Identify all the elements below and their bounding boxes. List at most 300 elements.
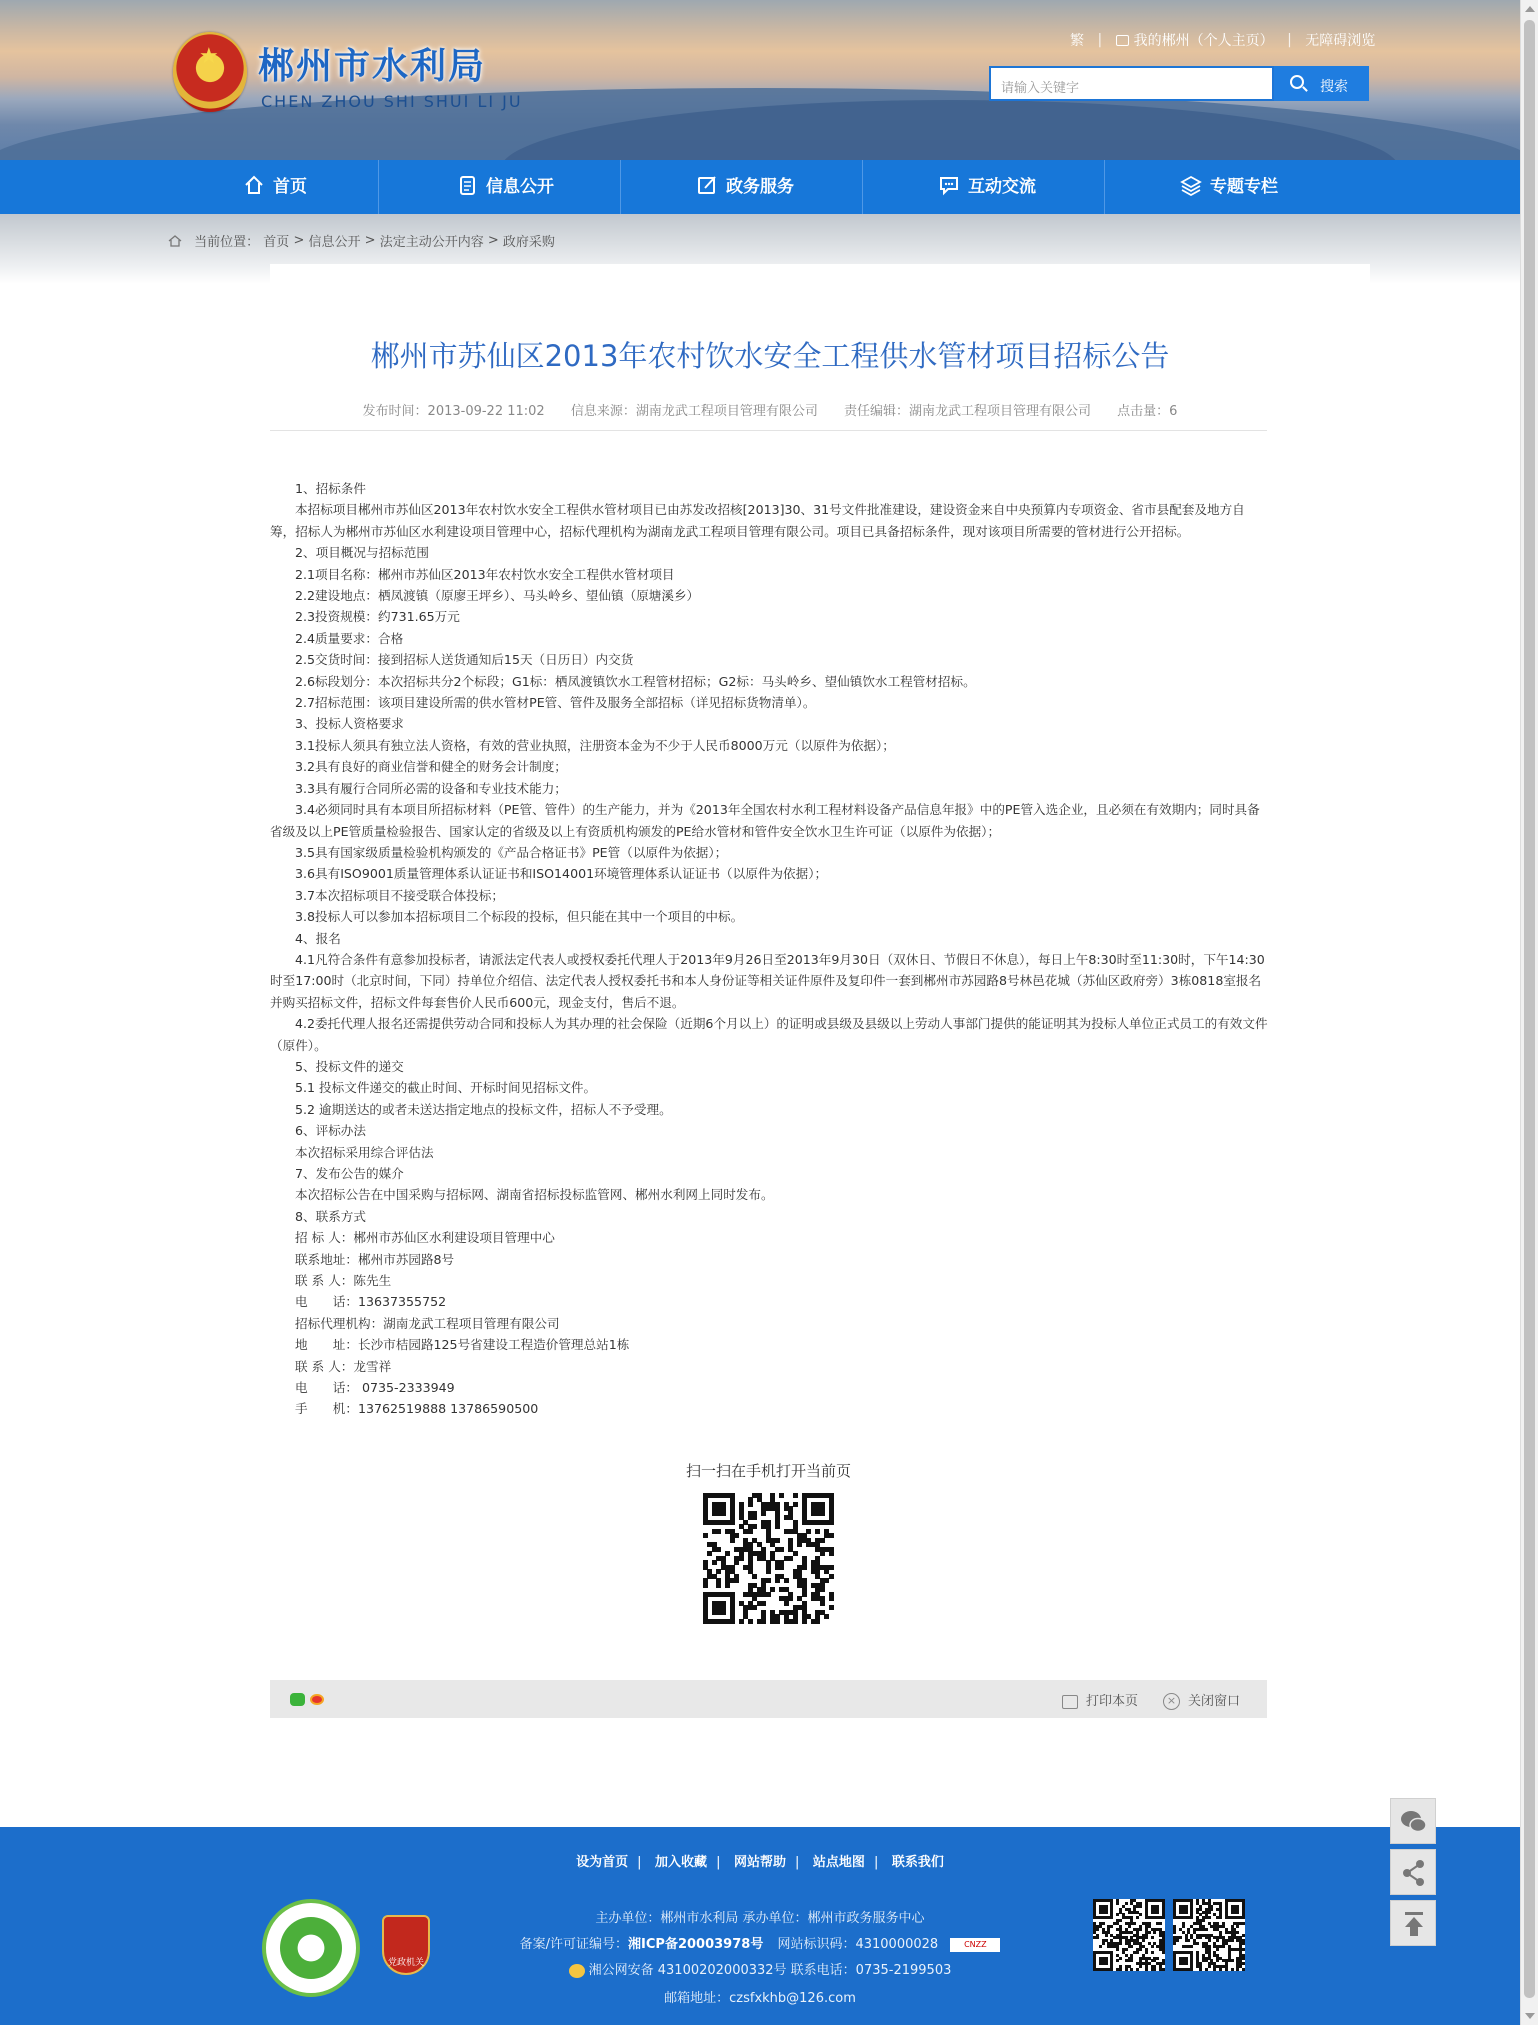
nav-label: 专题专栏 bbox=[1210, 177, 1278, 197]
breadcrumb-item[interactable]: 法定主动公开内容 bbox=[379, 235, 484, 250]
qr-module bbox=[815, 1529, 820, 1534]
qr-module bbox=[1156, 1957, 1159, 1960]
separator: | bbox=[795, 1855, 800, 1870]
footer-icp bbox=[0, 1933, 1520, 1952]
qr-module bbox=[820, 1511, 825, 1516]
article-paragraph: 4.2委托代理人报名还需提供劳动合同和投标人为其办理的社会保险（近期6个月以上）的证明或县级及县级以上劳动人事部门提供的能证明其为投标人单位正式员工的有效文件（原件）。 bbox=[270, 1016, 1268, 1053]
qr-module bbox=[1133, 1922, 1136, 1925]
qr-module bbox=[1125, 1902, 1128, 1905]
article-paragraph: 3.2具有良好的商业信誉和健全的财务会计制度； bbox=[295, 759, 567, 775]
qr-module bbox=[1205, 1928, 1208, 1931]
qr-module bbox=[734, 1533, 739, 1538]
nav-item-special[interactable] bbox=[1114, 160, 1344, 214]
qr-module bbox=[1136, 1951, 1139, 1954]
article-paragraph: 3.3具有履行合同所必需的设备和专业技术能力； bbox=[295, 780, 567, 796]
document-icon bbox=[456, 174, 478, 196]
accessible-browse-link[interactable]: 无障碍浏览 bbox=[1305, 33, 1376, 49]
qr-module bbox=[707, 1551, 712, 1556]
qr-module bbox=[734, 1578, 739, 1583]
qr-module bbox=[752, 1605, 757, 1610]
footer-qr-code bbox=[1173, 1899, 1245, 1971]
search-button-label: 搜索 bbox=[1320, 79, 1348, 95]
monitor-icon bbox=[1116, 35, 1129, 46]
qr-module bbox=[1119, 1942, 1122, 1945]
site-title[interactable]: 郴州市水利局 bbox=[258, 46, 487, 87]
qr-module bbox=[1130, 1968, 1133, 1971]
qr-module bbox=[1110, 1916, 1113, 1919]
article-paragraph: 手 机：13762519888 13786590500 bbox=[295, 1401, 539, 1417]
qr-module bbox=[1236, 1925, 1239, 1928]
footer-link-sitemap[interactable]: 站点地图 bbox=[812, 1855, 865, 1870]
qr-module bbox=[1139, 1965, 1142, 1968]
publish-time: 发布时间：2013-09-22 11:02 bbox=[362, 404, 545, 419]
qr-module bbox=[1173, 1931, 1176, 1934]
print-label: 打印本页 bbox=[1086, 1694, 1139, 1709]
qr-module bbox=[766, 1569, 771, 1574]
share-bar bbox=[270, 1680, 1267, 1718]
qr-module bbox=[1208, 1911, 1211, 1914]
qr-module bbox=[1145, 1968, 1148, 1971]
qr-module bbox=[793, 1502, 798, 1507]
qr-module bbox=[1242, 1968, 1245, 1971]
qr-module bbox=[1242, 1957, 1245, 1960]
qr-module bbox=[779, 1565, 784, 1570]
qr-module bbox=[752, 1515, 757, 1520]
qr-module bbox=[1119, 1957, 1122, 1960]
qr-module bbox=[1190, 1945, 1193, 1948]
police-badge-icon bbox=[569, 1964, 585, 1978]
qr-module bbox=[1125, 1968, 1128, 1971]
qr-module bbox=[1096, 1928, 1099, 1931]
qr-module bbox=[1116, 1902, 1119, 1905]
qr-module bbox=[739, 1619, 744, 1624]
footer-email: 邮箱地址：czsfxkhb@126.com bbox=[664, 1991, 856, 2006]
article-paragraph: 2.5交货时间：接到招标人送货通知后15天（日历日）内交货 bbox=[295, 652, 634, 668]
breadcrumb-separator: > bbox=[487, 233, 499, 248]
breadcrumb-item[interactable]: 首页 bbox=[263, 235, 290, 250]
search-input[interactable]: 请输入关键字 bbox=[989, 66, 1274, 101]
qr-module bbox=[766, 1592, 771, 1597]
article-paragraph: 联 系 人：陈先生 bbox=[295, 1273, 392, 1289]
qr-module bbox=[1162, 1951, 1165, 1954]
article-paragraph: 本次招标公告在中国采购与招标网、湖南省招标投标监管网、郴州水利网上同时发布。 bbox=[295, 1187, 774, 1203]
nav-item-interaction[interactable] bbox=[872, 160, 1102, 214]
qr-module bbox=[829, 1596, 834, 1601]
qr-module bbox=[1136, 1968, 1139, 1971]
article-title: 郴州市苏仙区2013年农村饮水安全工程供水管材项目招标公告 bbox=[370, 339, 1170, 373]
traditional-chinese-link[interactable]: 繁 bbox=[1070, 33, 1084, 49]
nav-item-info-public[interactable] bbox=[390, 160, 620, 214]
nav-label: 互动交流 bbox=[968, 177, 1036, 197]
printer-icon bbox=[1062, 1695, 1078, 1709]
qr-module bbox=[730, 1619, 735, 1624]
nav-divider bbox=[862, 160, 863, 214]
qr-module bbox=[721, 1511, 726, 1516]
qr-module bbox=[766, 1578, 771, 1583]
qr-module bbox=[1236, 1911, 1239, 1914]
article-paragraph: 2.7招标范围：该项目建设所需的供水管材PE管、管件及服务全部招标（详见招标货物清单）。 bbox=[295, 695, 816, 711]
qr-module bbox=[1213, 1968, 1216, 1971]
qr-module bbox=[1242, 1942, 1245, 1945]
breadcrumb-separator: > bbox=[293, 233, 305, 248]
qr-module bbox=[1142, 1939, 1145, 1942]
qr-module bbox=[1216, 1948, 1219, 1951]
qr-module bbox=[1139, 1928, 1142, 1931]
qr-module bbox=[1145, 1951, 1148, 1954]
qr-caption: 扫一扫在手机打开当前页 bbox=[685, 1462, 851, 1480]
qr-module bbox=[748, 1529, 753, 1534]
qr-module bbox=[1208, 1939, 1211, 1942]
nav-divider bbox=[620, 160, 621, 214]
nav-label: 信息公开 bbox=[486, 177, 554, 197]
qr-module bbox=[1187, 1939, 1190, 1942]
qr-module bbox=[748, 1619, 753, 1624]
qr-module bbox=[716, 1547, 721, 1552]
qr-module bbox=[1242, 1948, 1245, 1951]
qr-module bbox=[1236, 1931, 1239, 1934]
article-paragraph: 4、报名 bbox=[295, 930, 341, 946]
breadcrumb-item[interactable]: 信息公开 bbox=[308, 235, 361, 250]
qr-module bbox=[1190, 1968, 1193, 1971]
wechat-share-icon[interactable] bbox=[290, 1693, 305, 1706]
qr-module bbox=[1182, 1925, 1185, 1928]
nav-divider bbox=[1104, 160, 1105, 214]
qr-module bbox=[1102, 1922, 1105, 1925]
float-share-button[interactable] bbox=[1390, 1849, 1436, 1895]
qr-module bbox=[815, 1619, 820, 1624]
article-paragraph: 2、项目概况与招标范围 bbox=[295, 545, 429, 561]
main-nav bbox=[0, 160, 1520, 214]
qr-module bbox=[1153, 1931, 1156, 1934]
home-icon bbox=[243, 174, 265, 196]
qr-module bbox=[1242, 1916, 1245, 1919]
footer-link-contact[interactable]: 联系我们 bbox=[891, 1855, 944, 1870]
qr-module bbox=[1153, 1968, 1156, 1971]
article-paragraph: 5.1 投标文件递交的截止时间、开标时间见招标文件。 bbox=[295, 1080, 597, 1096]
top-links bbox=[1070, 30, 1375, 50]
qr-module bbox=[802, 1619, 807, 1624]
qr-module bbox=[788, 1556, 793, 1561]
close-window-button[interactable] bbox=[1163, 1690, 1240, 1710]
content-panel bbox=[270, 264, 1370, 344]
icp-prefix: 备案/许可证编号： bbox=[519, 1937, 629, 1952]
qr-module bbox=[1105, 1962, 1108, 1965]
search-button[interactable] bbox=[1274, 66, 1369, 101]
qr-module bbox=[703, 1533, 708, 1538]
breadcrumb-prefix: 当前位置： bbox=[194, 235, 260, 250]
qr-module bbox=[793, 1551, 798, 1556]
qr-module bbox=[775, 1524, 780, 1529]
scroll-down-arrow[interactable] bbox=[1525, 2013, 1535, 2019]
police-record[interactable]: 湘公网安备 43100202000332号 联系电话：0735-2199503 bbox=[588, 1963, 952, 1978]
article-paragraph: 5.2 逾期送达的或者未送达指定地点的投标文件，招标人不予受理。 bbox=[295, 1101, 672, 1117]
search-icon bbox=[1290, 75, 1304, 89]
qr-module bbox=[1139, 1913, 1142, 1916]
qr-module bbox=[1136, 1916, 1139, 1919]
article-paragraph: 4.1凡符合条件有意参加投标者，请派法定代表人或授权委托代理人于2013年9月26日至2013年9月30日（双休日、节假日不休息），每日上午8:30时至11:30时，下午14:30时至17:00时（北京时间，下同）持单位介绍信、法定代表人授权委托书和本人身份证等相关证件原件及复印件一套到郴州市苏园路8号林邑花城（苏仙区政府旁）3栋0818室报名并购买招标文件，招标文件每套售价人民币600元，现金支付，售后不退。 bbox=[270, 951, 1265, 1010]
qr-module bbox=[1231, 1959, 1234, 1962]
responsible-editor: 责任编辑：湖南龙武工程项目管理有限公司 bbox=[844, 404, 1092, 419]
qr-module bbox=[1099, 1945, 1102, 1948]
qr-module bbox=[1216, 1959, 1219, 1962]
qr-module bbox=[820, 1601, 825, 1606]
article-paragraph: 3.4必须同时具有本项目所招标材料（PE管、管件）的生产能力，并为《2013年全国农村水利工程材料设备产品信息年报》中的PE管入选企业，且必须在有效期内；同时具备省级及以上PE管质量检验报告、国家认定的省级及以上有资质机构颁发的PE给水管材和管件安全饮水卫生许可证（以原件为依据）； bbox=[270, 802, 1260, 839]
article-paragraph: 地 址：长沙市桔园路125号省建设工程造价管理总站1栋 bbox=[295, 1337, 630, 1353]
separator: | bbox=[1097, 32, 1103, 48]
qr-module bbox=[784, 1578, 789, 1583]
article-paragraph: 8、联系方式 bbox=[295, 1208, 366, 1224]
cnzz-badge[interactable]: CNZZ bbox=[950, 1938, 1000, 1952]
qr-module bbox=[797, 1542, 802, 1547]
qr-module bbox=[1179, 1936, 1182, 1939]
weibo-share-icon[interactable] bbox=[310, 1694, 324, 1705]
article-paragraph: 3.8投标人可以参加本招标项目二个标段的投标，但只能在其中一个项目的中标。 bbox=[295, 909, 744, 925]
article-paragraph: 联系地址：郴州市苏园路8号 bbox=[295, 1251, 455, 1267]
article-paragraph: 2.1项目名称：郴州市苏仙区2013年农村饮水安全工程供水管材项目 bbox=[295, 566, 675, 582]
qr-module bbox=[1231, 1939, 1234, 1942]
article-meta bbox=[270, 400, 1270, 419]
separator: | bbox=[637, 1855, 642, 1870]
article-paragraph: 本次招标采用综合评估法 bbox=[295, 1144, 434, 1160]
qr-module bbox=[761, 1619, 766, 1624]
nav-item-home[interactable] bbox=[190, 160, 360, 214]
edit-icon bbox=[696, 174, 718, 196]
qr-module bbox=[1102, 1942, 1105, 1945]
nav-divider bbox=[378, 160, 379, 214]
qr-module bbox=[829, 1565, 834, 1570]
qr-module bbox=[703, 1583, 708, 1588]
qr-module bbox=[725, 1583, 730, 1588]
qr-module bbox=[829, 1574, 834, 1579]
separator: | bbox=[873, 1855, 879, 1870]
qr-module bbox=[1199, 1936, 1202, 1939]
qr-module bbox=[1242, 1962, 1245, 1965]
qr-module bbox=[820, 1587, 825, 1592]
qr-module bbox=[1208, 1965, 1211, 1968]
arrow-up-icon bbox=[1391, 1901, 1437, 1947]
qr-module bbox=[739, 1556, 744, 1561]
qr-module bbox=[716, 1529, 721, 1534]
qr-module bbox=[775, 1619, 780, 1624]
footer-links bbox=[0, 1851, 1520, 1870]
qr-module bbox=[1125, 1948, 1128, 1951]
qr-module bbox=[1159, 1922, 1162, 1925]
qr-module bbox=[1119, 1968, 1122, 1971]
qr-module bbox=[829, 1520, 834, 1525]
footer-qr-code bbox=[1093, 1899, 1165, 1971]
qr-module bbox=[1139, 1905, 1142, 1908]
article-paragraph: 3.1投标人须具有独立法人资格，有效的营业执照，注册资本金为不少于人民币8000万元（以原件为依据）； bbox=[295, 737, 895, 753]
qr-module bbox=[820, 1551, 825, 1556]
qr-module bbox=[1162, 1916, 1165, 1919]
qr-module bbox=[1242, 1922, 1245, 1925]
qr-module bbox=[1130, 1959, 1133, 1962]
close-icon: × bbox=[1163, 1693, 1180, 1710]
article-body bbox=[270, 478, 1268, 1420]
info-source: 信息来源：湖南龙武工程项目管理有限公司 bbox=[570, 404, 818, 419]
qr-module bbox=[820, 1538, 825, 1543]
qr-module bbox=[1190, 1916, 1193, 1919]
qr-module bbox=[1210, 1908, 1213, 1911]
article-paragraph: 电 话： 0735-2333949 bbox=[295, 1380, 455, 1396]
qr-module bbox=[1105, 1934, 1108, 1937]
article-paragraph: 电 话：13637355752 bbox=[295, 1294, 447, 1310]
icp-number-link[interactable]: 湘ICP备20003978号 bbox=[628, 1937, 764, 1952]
qr-module bbox=[824, 1578, 829, 1583]
article-paragraph: 1、招标条件 bbox=[295, 481, 366, 496]
qr-module bbox=[1105, 1911, 1108, 1914]
badge-text: 党政机关 bbox=[387, 1958, 424, 1968]
qr-module bbox=[793, 1619, 798, 1624]
chat-icon bbox=[938, 174, 960, 196]
qr-module bbox=[716, 1583, 721, 1588]
divider bbox=[270, 430, 1267, 431]
qr-module bbox=[1151, 1936, 1154, 1939]
qr-module bbox=[806, 1529, 811, 1534]
qr-module bbox=[1185, 1911, 1188, 1914]
footer-link-help[interactable]: 网站帮助 bbox=[733, 1855, 786, 1870]
qr-module bbox=[802, 1592, 807, 1597]
qr-module bbox=[752, 1524, 757, 1529]
nav-item-gov-service[interactable] bbox=[630, 160, 860, 214]
breadcrumb-separator: > bbox=[364, 233, 376, 248]
qr-module bbox=[1231, 1968, 1234, 1971]
qr-module bbox=[829, 1605, 834, 1610]
article-paragraph: 联 系 人：龙雪祥 bbox=[295, 1358, 392, 1374]
qr-module bbox=[1199, 1968, 1202, 1971]
qr-module bbox=[1196, 1942, 1199, 1945]
scrollbar-thumb[interactable] bbox=[1524, 20, 1535, 1998]
article-paragraph: 3.7本次招标项目不接受联合体投标； bbox=[295, 887, 504, 903]
qr-module bbox=[1162, 1962, 1165, 1965]
footer-sponsor: 主办单位：郴州市水利局 承办单位：郴州市政务服务中心 bbox=[595, 1911, 925, 1926]
footer-link-set-home[interactable]: 设为首页 bbox=[576, 1855, 629, 1870]
qr-module bbox=[779, 1547, 784, 1552]
site-subtitle: CHEN ZHOU SHI SHUI LI JU bbox=[261, 92, 523, 111]
qr-module bbox=[761, 1601, 766, 1606]
qr-module bbox=[1145, 1936, 1148, 1939]
footer-police bbox=[0, 1959, 1520, 1978]
header-banner bbox=[0, 0, 1520, 160]
article-paragraph: 2.6标段划分：本次招标共分2个标段；G1标：栖凤渡镇饮水工程管材招标；G2标：马头岭乡、望仙镇饮水工程管材招标。 bbox=[295, 673, 976, 689]
qr-module bbox=[1202, 1919, 1205, 1922]
qr-module bbox=[824, 1614, 829, 1619]
print-button[interactable] bbox=[1062, 1690, 1138, 1709]
site-identifier: 网站标识码：4310000028 bbox=[777, 1937, 939, 1952]
share-icon bbox=[1391, 1850, 1437, 1896]
qr-module bbox=[1222, 1945, 1225, 1948]
qr-module bbox=[1205, 1968, 1208, 1971]
qr-module bbox=[1119, 1919, 1122, 1922]
qr-module bbox=[1110, 1925, 1113, 1928]
national-emblem-icon: ★ bbox=[173, 32, 247, 112]
qr-module bbox=[802, 1565, 807, 1570]
qr-module bbox=[721, 1610, 726, 1615]
click-count: 点击量：6 bbox=[1117, 404, 1178, 419]
qr-module bbox=[725, 1551, 730, 1556]
article-paragraph: 3.5具有国家级质量检验机构颁发的《产品合格证书》PE管（以原件为依据）； bbox=[295, 844, 728, 860]
qr-module bbox=[788, 1596, 793, 1601]
qr-module bbox=[793, 1493, 798, 1498]
qr-module bbox=[1128, 1925, 1131, 1928]
qr-module bbox=[734, 1560, 739, 1565]
qr-module bbox=[1242, 1934, 1245, 1937]
qr-module bbox=[1219, 1916, 1222, 1919]
qr-module bbox=[829, 1551, 834, 1556]
vertical-scrollbar[interactable] bbox=[1520, 0, 1538, 2025]
qr-module bbox=[1130, 1945, 1133, 1948]
scroll-up-arrow[interactable] bbox=[1525, 6, 1535, 12]
article-paragraph: 2.2建设地点：栖凤渡镇（原廖王坪乡）、马头岭乡、望仙镇（原塘溪乡） bbox=[295, 588, 700, 604]
footer bbox=[0, 1827, 1520, 2025]
article-paragraph: 本招标项目郴州市苏仙区2013年农村饮水安全工程供水管材项目已由苏发改招核[2013]30、31号文件批准建设，建设资金来自中央预算内专项资金、省市县配套及地方自筹，招标人为郴州市苏仙区水利建设项目管理中心，招标代理机构为湖南龙武工程项目管理有限公司。项目已具备招标条件，现对该项目所需要的管材进行公开招标。 bbox=[270, 502, 1245, 539]
qr-module bbox=[1116, 1913, 1119, 1916]
qr-module bbox=[1225, 1968, 1228, 1971]
separator: | bbox=[716, 1855, 721, 1870]
qr-module bbox=[1208, 1916, 1211, 1919]
back-to-top-button[interactable] bbox=[1390, 1900, 1436, 1946]
my-chenzhou-link[interactable]: 我的郴州（个人主页） bbox=[1133, 33, 1274, 49]
close-label: 关闭窗口 bbox=[1188, 1694, 1241, 1709]
qr-module bbox=[1096, 1936, 1099, 1939]
article-paragraph: 5、投标文件的递交 bbox=[295, 1058, 404, 1074]
article-paragraph: 招标代理机构：湖南龙武工程项目管理有限公司 bbox=[295, 1315, 560, 1331]
qr-module bbox=[1176, 1939, 1179, 1942]
qr-module bbox=[775, 1538, 780, 1543]
qr-module bbox=[784, 1601, 789, 1606]
qr-module bbox=[1151, 1951, 1154, 1954]
wechat-icon bbox=[1391, 1799, 1437, 1845]
qr-module bbox=[1110, 1968, 1113, 1971]
qr-module bbox=[1116, 1959, 1119, 1962]
qr-module bbox=[712, 1560, 717, 1565]
article-paragraph: 7、发布公告的媒介 bbox=[295, 1166, 404, 1181]
qr-module bbox=[1219, 1968, 1222, 1971]
qr-module bbox=[775, 1578, 780, 1583]
qr-module bbox=[1185, 1962, 1188, 1965]
qr-module bbox=[1116, 1948, 1119, 1951]
footer-link-favorite[interactable]: 加入收藏 bbox=[655, 1855, 708, 1870]
qr-module bbox=[1236, 1968, 1239, 1971]
layers-icon bbox=[1180, 174, 1202, 196]
article-paragraph: 招 标 人：郴州市苏仙区水利建设项目管理中心 bbox=[295, 1230, 555, 1246]
qr-module bbox=[1162, 1968, 1165, 1971]
qr-module bbox=[748, 1502, 753, 1507]
article-paragraph: 3、投标人资格要求 bbox=[295, 716, 404, 732]
home-icon bbox=[168, 235, 182, 247]
qr-module bbox=[730, 1538, 735, 1543]
qr-module bbox=[716, 1569, 721, 1574]
float-wechat-button[interactable] bbox=[1390, 1798, 1436, 1844]
qr-module bbox=[730, 1520, 735, 1525]
qr-module bbox=[1156, 1911, 1159, 1914]
qr-module bbox=[1173, 1942, 1176, 1945]
article-paragraph: 3.6具有ISO9001质量管理体系认证证书和ISO14001环境管理体系认证证书（以原件为依据）； bbox=[295, 866, 828, 882]
qr-module bbox=[1139, 1948, 1142, 1951]
breadcrumb-item[interactable]: 政府采购 bbox=[502, 235, 555, 250]
qr-module bbox=[779, 1493, 784, 1498]
page-qr-code bbox=[703, 1493, 833, 1623]
qr-module bbox=[1148, 1931, 1151, 1934]
separator: | bbox=[1287, 32, 1292, 48]
nav-label: 政务服务 bbox=[726, 177, 794, 197]
qr-module bbox=[1151, 1945, 1154, 1948]
qr-module bbox=[770, 1587, 775, 1592]
qr-module bbox=[761, 1511, 766, 1516]
qr-module bbox=[829, 1533, 834, 1538]
article-paragraph: 6、评标办法 bbox=[295, 1123, 366, 1139]
qr-module bbox=[752, 1574, 757, 1579]
